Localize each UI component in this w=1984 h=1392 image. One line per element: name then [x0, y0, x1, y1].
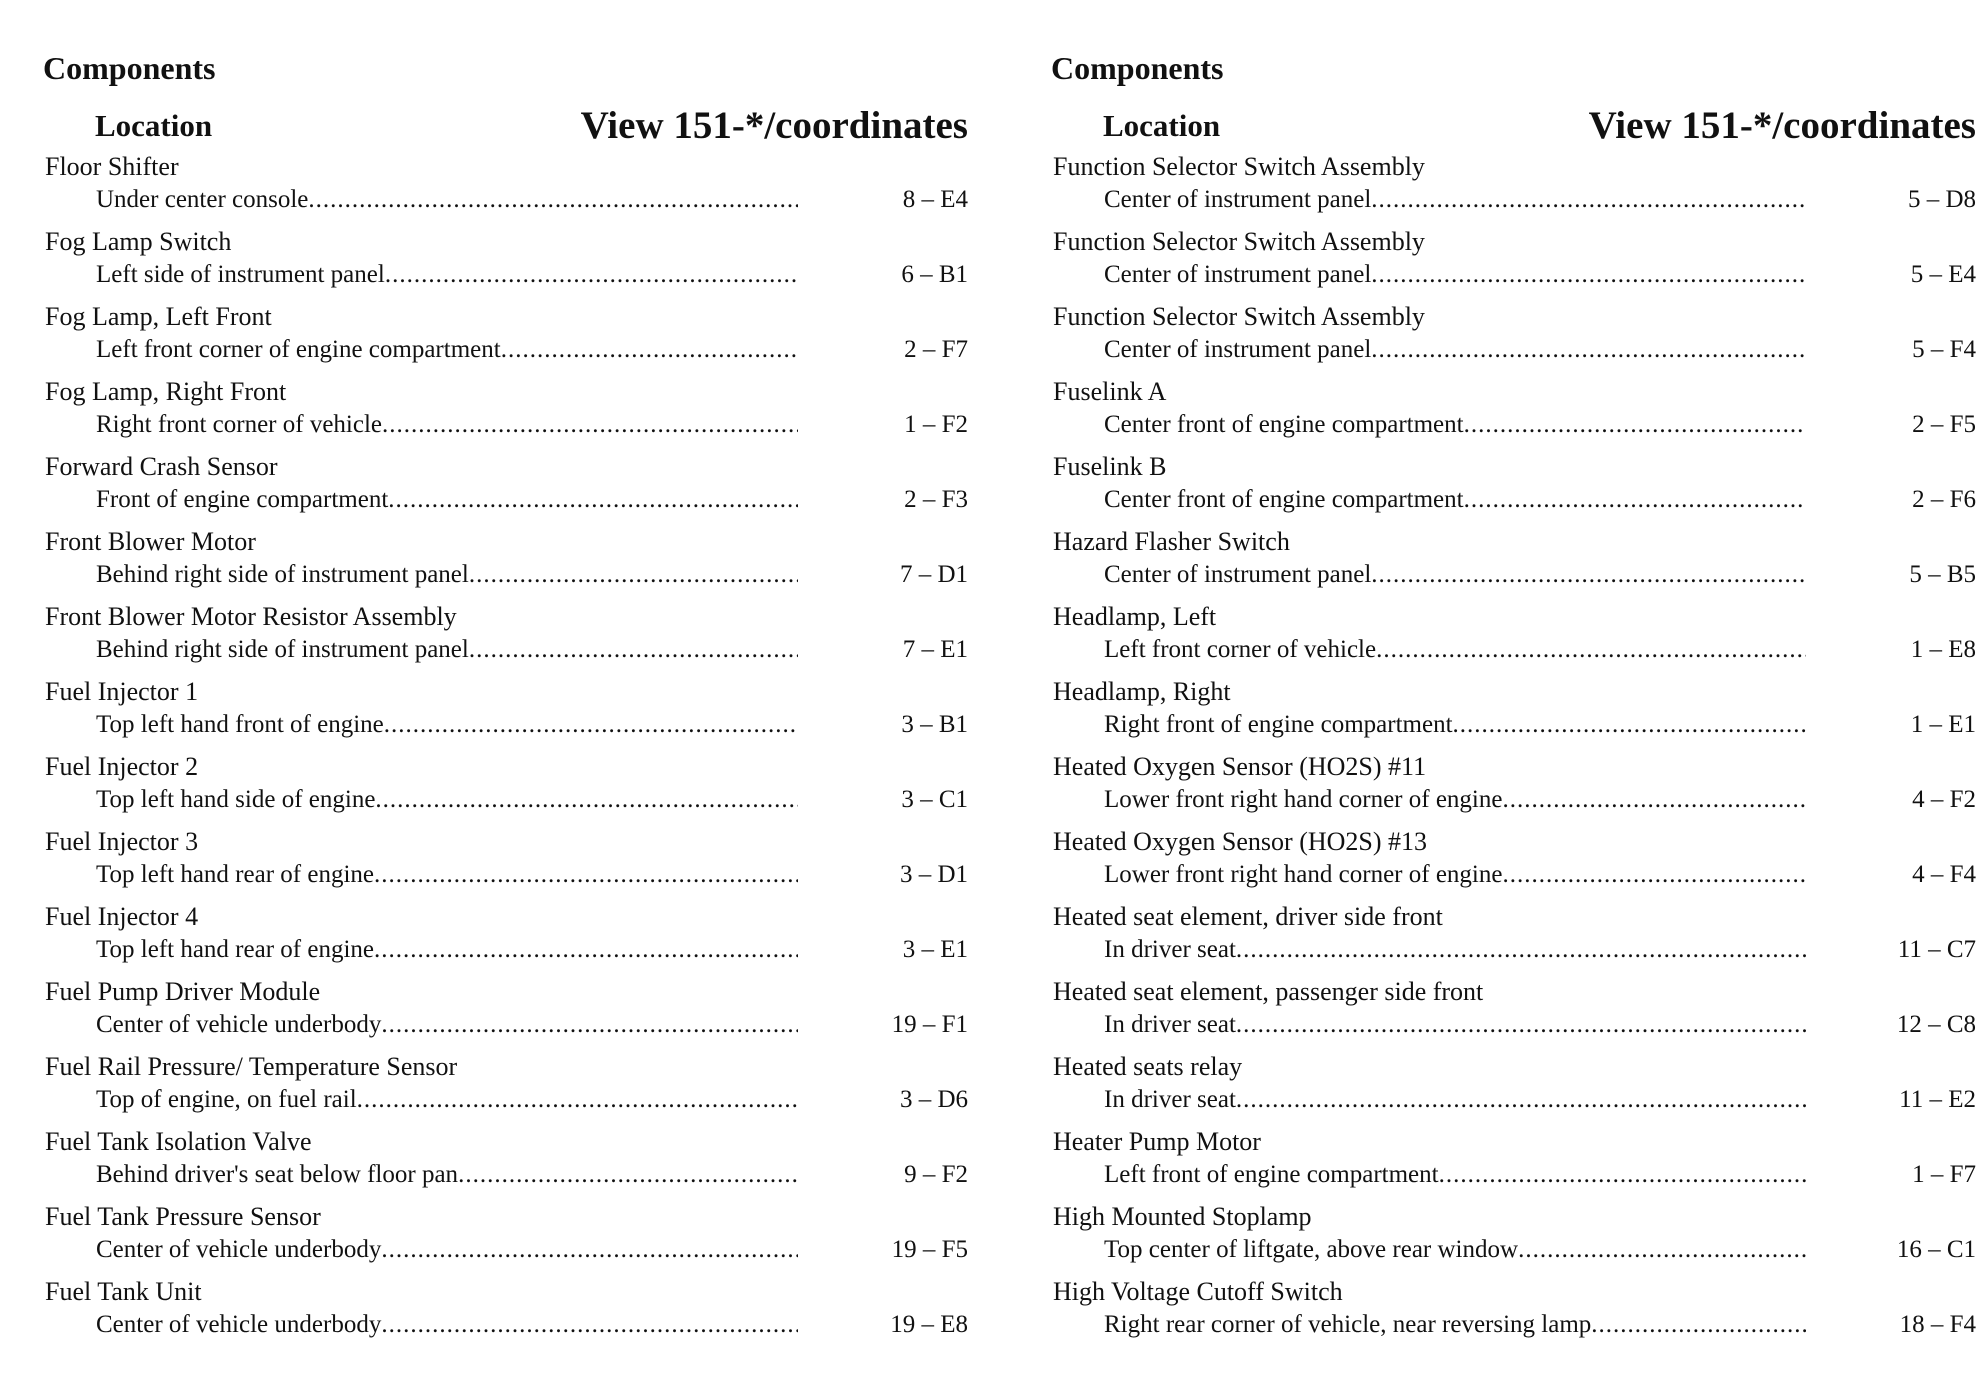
list-item — [43, 823, 968, 898]
list-item — [1051, 373, 1976, 448]
component-name: Floor Shifter — [45, 152, 179, 181]
location-line — [1104, 1086, 1904, 1114]
component-name: Fuel Injector 1 — [45, 677, 199, 706]
location-line — [1104, 411, 1904, 439]
location-description: Lower front right hand corner of engine ..... — [1104, 786, 1806, 814]
location-description: In driver seat ..... — [1104, 1011, 1806, 1039]
component-name: Function Selector Switch Assembly — [1053, 152, 1425, 181]
location-line — [1104, 336, 1904, 364]
location-description: Front of engine compartment ..... — [96, 486, 798, 514]
view-coordinate: 11 – E2 — [1899, 1086, 1976, 1113]
view-coordinate: 19 – E8 — [890, 1311, 968, 1338]
list-item — [1051, 973, 1976, 1048]
view-coordinates-header: View 151-*/coordinates — [1588, 104, 1976, 147]
list-item — [1051, 223, 1976, 298]
view-coordinates-header: View 151-*/coordinates — [580, 104, 968, 147]
view-coordinate: 7 – D1 — [899, 561, 968, 588]
view-coordinate: 19 – F5 — [891, 1236, 968, 1263]
view-coordinate: 2 – F7 — [904, 336, 968, 363]
component-name: Function Selector Switch Assembly — [1053, 227, 1425, 256]
location-line — [1104, 1311, 1904, 1339]
component-name: Fuselink B — [1053, 452, 1167, 481]
location-line — [1104, 711, 1904, 739]
view-coordinate: 5 – F4 — [1912, 336, 1976, 363]
list-item — [1051, 598, 1976, 673]
view-coordinate: 1 – F2 — [904, 411, 968, 438]
list-item — [43, 1273, 968, 1348]
view-coordinate: 1 – F7 — [1912, 1161, 1976, 1188]
view-coordinate: 3 – C1 — [901, 786, 968, 813]
view-coordinate: 3 – D1 — [899, 861, 968, 888]
location-line — [1104, 1011, 1904, 1039]
component-name: Fuel Injector 2 — [45, 752, 199, 781]
location-description: Right front corner of vehicle ..... — [96, 411, 798, 439]
list-item — [43, 148, 968, 223]
location-description: Top left hand rear of engine ..... — [96, 861, 798, 889]
location-description: Center of vehicle underbody ..... — [96, 1236, 798, 1264]
component-list — [1051, 148, 1976, 1348]
view-coordinate: 11 – C7 — [1897, 936, 1976, 963]
location-description: Top left hand front of engine ..... — [96, 711, 798, 739]
location-line — [1104, 936, 1904, 964]
location-line — [96, 336, 896, 364]
component-name: Front Blower Motor Resistor Assembly — [45, 602, 457, 631]
view-coordinate: 6 – B1 — [901, 261, 968, 288]
view-coordinate: 3 – D6 — [899, 1086, 968, 1113]
list-item — [1051, 898, 1976, 973]
view-coordinate: 4 – F2 — [1912, 786, 1976, 813]
location-description: Left front of engine compartment ..... — [1104, 1161, 1806, 1189]
component-name: Fuel Injector 3 — [45, 827, 199, 856]
list-item — [43, 673, 968, 748]
location-description: Left side of instrument panel ..... — [96, 261, 798, 289]
location-line — [1104, 561, 1904, 589]
component-name: Fuel Pump Driver Module — [45, 977, 321, 1006]
component-name: Heater Pump Motor — [1053, 1127, 1261, 1156]
location-description: Center of instrument panel ..... — [1104, 261, 1806, 289]
location-line — [96, 786, 896, 814]
location-header: Location — [95, 108, 213, 143]
list-item — [43, 1198, 968, 1273]
location-line — [96, 711, 896, 739]
list-item — [43, 298, 968, 373]
location-line — [1104, 861, 1904, 889]
location-description: Lower front right hand corner of engine ..... — [1104, 861, 1806, 889]
location-description: Center of vehicle underbody ..... — [96, 1311, 798, 1339]
location-description: Top left hand rear of engine ..... — [96, 936, 798, 964]
location-header: Location — [1103, 108, 1221, 143]
location-line — [96, 486, 896, 514]
component-name: Function Selector Switch Assembly — [1053, 302, 1425, 331]
component-name: Heated seat element, driver side front — [1053, 902, 1443, 931]
location-line — [96, 1236, 896, 1264]
location-line — [96, 636, 896, 664]
location-description: Center front of engine compartment ..... — [1104, 411, 1806, 439]
component-name: Fuel Injector 4 — [45, 902, 199, 931]
view-coordinate: 4 – F4 — [1912, 861, 1976, 888]
component-name: Fog Lamp Switch — [45, 227, 232, 256]
list-item — [43, 373, 968, 448]
component-name: Fuel Tank Isolation Valve — [45, 1127, 312, 1156]
component-name: Headlamp, Left — [1053, 602, 1217, 631]
location-line — [96, 261, 896, 289]
location-line — [96, 1011, 896, 1039]
location-line — [1104, 636, 1904, 664]
view-coordinate: 18 – F4 — [1899, 1311, 1976, 1338]
view-coordinate: 8 – E4 — [902, 186, 968, 213]
location-description: Top left hand side of engine ..... — [96, 786, 798, 814]
list-item — [1051, 1048, 1976, 1123]
component-name: Fuel Tank Unit — [45, 1277, 202, 1306]
location-description: Behind right side of instrument panel ..... — [96, 636, 798, 664]
view-coordinate: 3 – E1 — [902, 936, 968, 963]
view-coordinate: 5 – D8 — [1907, 186, 1976, 213]
location-line — [1104, 1236, 1904, 1264]
location-description: Top center of liftgate, above rear window ..... — [1104, 1236, 1806, 1264]
section-title: Components — [43, 50, 216, 86]
list-item — [43, 1048, 968, 1123]
component-name: Forward Crash Sensor — [45, 452, 278, 481]
component-name: Front Blower Motor — [45, 527, 256, 556]
component-name: Heated Oxygen Sensor (HO2S) #11 — [1053, 752, 1427, 781]
location-line — [96, 1086, 896, 1114]
component-name: Fog Lamp, Right Front — [45, 377, 287, 406]
location-description: Behind driver's seat below floor pan ..... — [96, 1161, 798, 1189]
location-line — [1104, 261, 1904, 289]
view-coordinate: 5 – B5 — [1909, 561, 1976, 588]
component-name: Fuselink A — [1053, 377, 1167, 406]
view-coordinate: 2 – F3 — [904, 486, 968, 513]
location-line — [96, 186, 896, 214]
location-description: Right front of engine compartment ..... — [1104, 711, 1806, 739]
view-coordinate: 7 – E1 — [902, 636, 968, 663]
location-line — [96, 411, 896, 439]
list-item — [1051, 1273, 1976, 1348]
list-item — [1051, 448, 1976, 523]
component-name: Heated seat element, passenger side front — [1053, 977, 1484, 1006]
component-name: Heated seats relay — [1053, 1052, 1243, 1081]
list-item — [43, 898, 968, 973]
list-item — [43, 973, 968, 1048]
location-description: Right rear corner of vehicle, near reversing lamp ..... — [1104, 1311, 1806, 1339]
section-title: Components — [1051, 50, 1224, 86]
location-description: Center of instrument panel ..... — [1104, 561, 1806, 589]
location-description: In driver seat ..... — [1104, 1086, 1806, 1114]
view-coordinate: 2 – F6 — [1912, 486, 1976, 513]
location-description: Behind right side of instrument panel ..... — [96, 561, 798, 589]
component-name: High Voltage Cutoff Switch — [1053, 1277, 1343, 1306]
list-item — [1051, 148, 1976, 223]
location-line — [96, 561, 896, 589]
view-coordinate: 2 – F5 — [1912, 411, 1976, 438]
component-name: Headlamp, Right — [1053, 677, 1231, 706]
component-name: Fuel Rail Pressure/ Temperature Sensor — [45, 1052, 458, 1081]
location-line — [96, 861, 896, 889]
list-item — [43, 748, 968, 823]
location-line — [1104, 1161, 1904, 1189]
location-description: Left front corner of engine compartment ..... — [96, 336, 798, 364]
location-description: Center front of engine compartment ..... — [1104, 486, 1806, 514]
location-line — [96, 936, 896, 964]
list-item — [1051, 298, 1976, 373]
list-item — [1051, 748, 1976, 823]
location-line — [1104, 186, 1904, 214]
list-item — [1051, 1123, 1976, 1198]
view-coordinate: 5 – E4 — [1910, 261, 1976, 288]
component-name: Hazard Flasher Switch — [1053, 527, 1290, 556]
location-description: Center of vehicle underbody ..... — [96, 1011, 798, 1039]
component-name: Fog Lamp, Left Front — [45, 302, 272, 331]
location-line — [96, 1311, 896, 1339]
list-item — [43, 448, 968, 523]
location-line — [96, 1161, 896, 1189]
list-item — [43, 223, 968, 298]
component-name: Fuel Tank Pressure Sensor — [45, 1202, 321, 1231]
location-line — [1104, 786, 1904, 814]
list-item — [43, 523, 968, 598]
component-name: Heated Oxygen Sensor (HO2S) #13 — [1053, 827, 1428, 856]
list-item — [1051, 673, 1976, 748]
location-description: Center of instrument panel ..... — [1104, 336, 1806, 364]
list-item — [43, 598, 968, 673]
list-item — [1051, 823, 1976, 898]
location-description: Top of engine, on fuel rail ..... — [96, 1086, 798, 1114]
view-coordinate: 9 – F2 — [904, 1161, 968, 1188]
view-coordinate: 1 – E1 — [1910, 711, 1976, 738]
view-coordinate: 1 – E8 — [1910, 636, 1976, 663]
list-item — [1051, 523, 1976, 598]
location-description: Center of instrument panel ..... — [1104, 186, 1806, 214]
view-coordinate: 16 – C1 — [1896, 1236, 1976, 1263]
location-description: Under center console ..... — [96, 186, 798, 214]
list-item — [43, 1123, 968, 1198]
list-item — [1051, 1198, 1976, 1273]
location-description: In driver seat ..... — [1104, 936, 1806, 964]
component-list — [43, 148, 968, 1348]
location-line — [1104, 486, 1904, 514]
view-coordinate: 19 – F1 — [891, 1011, 968, 1038]
view-coordinate: 12 – C8 — [1896, 1011, 1976, 1038]
component-name: High Mounted Stoplamp — [1053, 1202, 1312, 1231]
view-coordinate: 3 – B1 — [901, 711, 968, 738]
location-description: Left front corner of vehicle ..... — [1104, 636, 1806, 664]
